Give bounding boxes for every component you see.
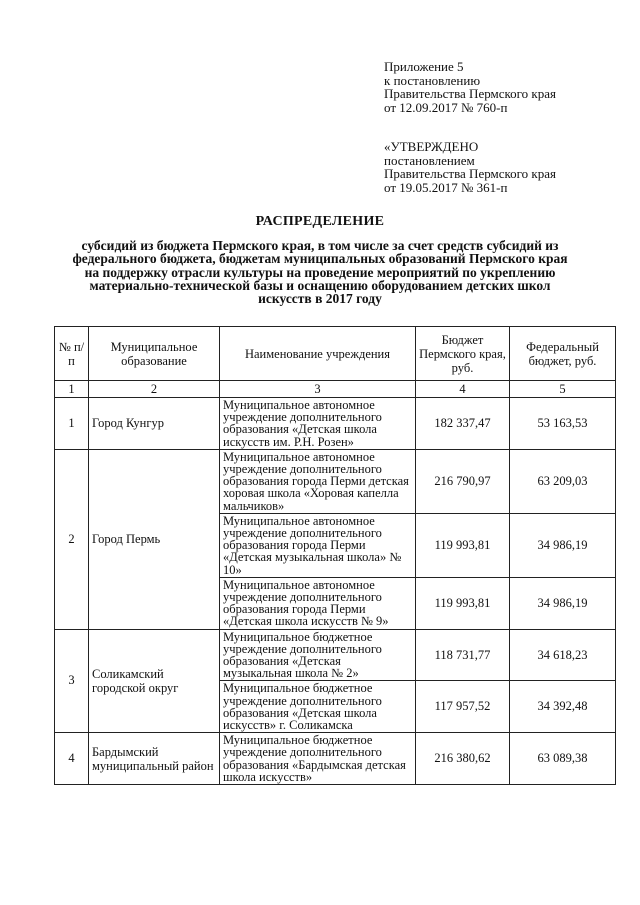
federal-budget-cell: 63 089,38	[510, 733, 616, 785]
municipality-cell: Соликамский городской округ	[89, 629, 220, 733]
regional-budget-cell: 216 790,97	[416, 449, 510, 513]
table-row	[55, 449, 616, 513]
regional-budget-cell: 119 993,81	[416, 577, 510, 629]
municipality-cell: Бардымский муниципальный район	[89, 733, 220, 785]
header-institution: Наименование учреждения	[220, 327, 416, 381]
table-header-row	[55, 327, 616, 381]
institution-cell: Муниципальное бюджетное учреждение дополнительного образования «Детская школа искусств» г. Соликамска	[220, 681, 416, 733]
header-regional-budget: Бюджет Пермского края, руб.	[416, 327, 510, 381]
regional-budget-cell: 117 957,52	[416, 681, 510, 733]
institution-cell: Муниципальное автономное учреждение дополнительного образования «Детская школа искусств им. Р.Н. Розен»	[220, 398, 416, 450]
institution-cell: Муниципальное автономное учреждение дополнительного образования города Перми «Детская школа искусств № 9»	[220, 577, 416, 629]
federal-budget-cell: 34 392,48	[510, 681, 616, 733]
column-number-row	[55, 381, 616, 398]
federal-budget-cell: 63 209,03	[510, 449, 616, 513]
column-number: 2	[89, 381, 220, 398]
municipality-cell: Город Пермь	[89, 449, 220, 629]
federal-budget-cell: 34 986,19	[510, 513, 616, 577]
column-number: 4	[416, 381, 510, 398]
approval-line-4: от 19.05.2017 № 361-п	[384, 179, 508, 195]
regional-budget-cell: 182 337,47	[416, 398, 510, 450]
approval-block	[384, 140, 614, 194]
regional-budget-cell: 216 380,62	[416, 733, 510, 785]
document-title: РАСПРЕДЕЛЕНИЕ	[255, 214, 385, 229]
institution-cell: Муниципальное бюджетное учреждение дополнительного образования «Детская музыкальная школа № 2»	[220, 629, 416, 681]
institution-cell: Муниципальное бюджетное учреждение дополнительного образования «Бардымская детская школа искусств»	[220, 733, 416, 785]
header-municipality: Муниципальное образование	[89, 327, 220, 381]
appendix-line-3: Правительства Пермского края	[384, 86, 556, 101]
document-subtitle: субсидий из бюджета Пермского края, в том числе за счет средств субсидий из федерального бюджета, бюджетам муниципальных образований Пермского края на поддержку отрасли культуры на проведение мероприятий по укреплению материально-технической базы и оснащению оборудованием детских школ искусств в 2017 году	[72, 238, 568, 307]
institution-cell: Муниципальное автономное учреждение дополнительного образования города Перми «Детская музыкальная школа» № 10»	[220, 513, 416, 577]
row-number-cell: 4	[55, 733, 89, 785]
column-number: 3	[220, 381, 416, 398]
header-federal-budget: Федеральный бюджет, руб.	[510, 327, 616, 381]
regional-budget-cell: 118 731,77	[416, 629, 510, 681]
table-row	[55, 398, 616, 450]
table-row	[55, 629, 616, 681]
approval-line-2: постановлением	[384, 152, 475, 168]
row-number-cell: 2	[55, 449, 89, 629]
federal-budget-cell: 34 618,23	[510, 629, 616, 681]
column-number: 1	[55, 381, 89, 398]
federal-budget-cell: 53 163,53	[510, 398, 616, 450]
institution-cell: Муниципальное автономное учреждение дополнительного образования города Перми детская хоровая школа «Хоровая капелла мальчиков»	[220, 449, 416, 513]
row-number-cell: 1	[55, 398, 89, 450]
approval-line-1: «УТВЕРЖДЕНО	[384, 139, 479, 154]
appendix-line-4: от 12.09.2017 № 760-п	[384, 99, 508, 115]
row-number-cell: 3	[55, 629, 89, 733]
column-number: 5	[510, 381, 616, 398]
federal-budget-cell: 34 986,19	[510, 577, 616, 629]
table-row	[55, 733, 616, 785]
distribution-table	[54, 326, 616, 785]
header-num: № п/п	[55, 327, 89, 381]
regional-budget-cell: 119 993,81	[416, 513, 510, 577]
appendix-line-1: Приложение 5	[384, 59, 464, 74]
appendix-line-2: к постановлению	[384, 72, 481, 88]
municipality-cell: Город Кунгур	[89, 398, 220, 450]
approval-line-3: Правительства Пермского края	[384, 166, 556, 181]
appendix-block	[384, 60, 614, 114]
